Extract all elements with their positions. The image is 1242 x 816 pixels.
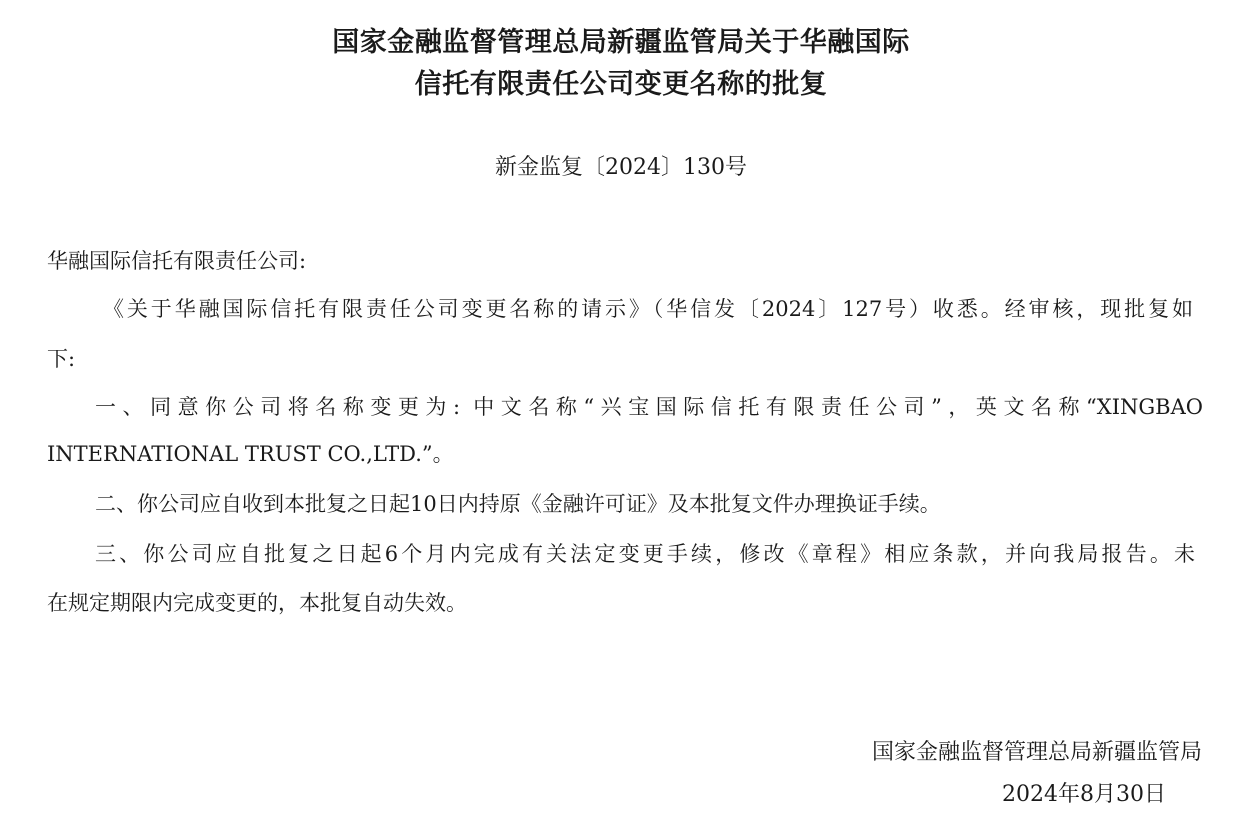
document-number: 新金监复〔2024〕130号 (495, 155, 747, 180)
document-title-line-1: 国家金融监督管理总局新疆监管局关于华融国际 (332, 27, 910, 58)
item-2: 二、你公司应自收到本批复之日起10日内持原《金融许可证》及本批复文件办理换证手续。 (95, 492, 941, 516)
issuing-authority-signature: 国家金融监督管理总局新疆监管局 (871, 740, 1202, 765)
document-title-line-2: 信托有限责任公司变更名称的批复 (414, 69, 828, 100)
item-1-line-1: 一、同意你公司将名称变更为: 中文名称“兴宝国际信托有限责任公司”，英文名称“XINGBAO (95, 395, 1203, 419)
addressee: 华融国际信托有限责任公司: (47, 249, 307, 273)
paragraph-1-line-1: 《关于华融国际信托有限责任公司变更名称的请示》（华信发〔2024〕127号）收悉。经审核，现批复如 (103, 297, 1193, 321)
item-1-line-2: INTERNATIONAL TRUST CO.,LTD.”。 (47, 442, 454, 466)
item-3-line-2: 在规定期限内完成变更的，本批复自动失效。 (47, 591, 467, 615)
item-3-line-1: 三、你公司应自批复之日起6个月内完成有关法定变更手续，修改《章程》相应条款，并向我局报告。未 (95, 542, 1195, 566)
paragraph-1-line-2: 下: (47, 347, 76, 371)
issue-date: 2024年8月30日 (1002, 782, 1166, 807)
